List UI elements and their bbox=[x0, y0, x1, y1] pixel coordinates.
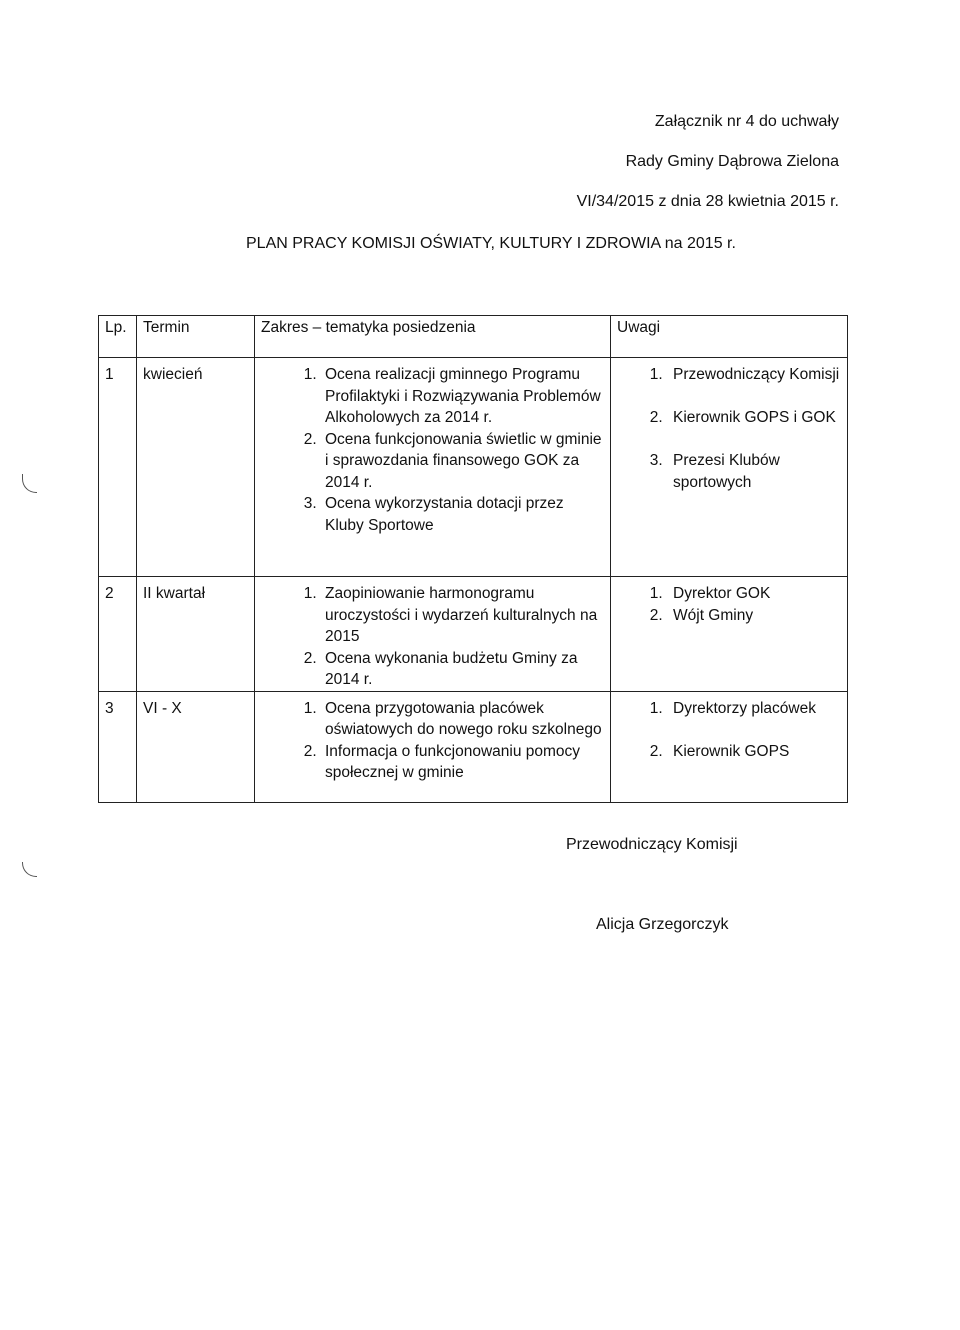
row-notes bbox=[611, 577, 848, 692]
scope-item: 3. Ocena wykorzystania dotacji przez Kluby Sportowe bbox=[321, 493, 604, 536]
row-term: II kwartał bbox=[137, 577, 255, 692]
row-scope bbox=[255, 358, 611, 577]
punch-hole-mark bbox=[22, 862, 37, 877]
annex-heading: Załącznik nr 4 do uchwały bbox=[654, 113, 839, 130]
row-number: 1 bbox=[99, 358, 137, 577]
scope-item: 1. Ocena realizacji gminnego Programu Profilaktyki i Rozwiązywania Problemów Alkoholowych za 2014 r. bbox=[321, 364, 604, 429]
scope-item: 2. Ocena wykonania budżetu Gminy za 2014 r. bbox=[321, 648, 604, 691]
annex-council: Rady Gminy Dąbrowa Zielona bbox=[625, 153, 839, 170]
note-item: 1. Dyrektorzy placówek bbox=[667, 698, 841, 720]
punch-hole-mark bbox=[22, 474, 37, 493]
note-item: 1. Dyrektor GOK bbox=[667, 583, 841, 605]
note-item: 2. Wójt Gminy bbox=[667, 605, 841, 627]
table-header-row bbox=[99, 316, 848, 358]
note-item: 1. Przewodniczący Komisji bbox=[667, 364, 841, 386]
table-row bbox=[99, 577, 848, 692]
table-row bbox=[99, 691, 848, 802]
row-term: VI - X bbox=[137, 691, 255, 802]
document-title: PLAN PRACY KOMISJI OŚWIATY, KULTURY I ZDROWIA na 2015 r. bbox=[246, 235, 736, 252]
note-item: 3. Prezesi Klubów sportowych bbox=[667, 450, 841, 493]
column-header-zakres: Zakres – tematyka posiedzenia bbox=[255, 316, 611, 358]
work-plan-table bbox=[98, 315, 848, 803]
row-scope bbox=[255, 577, 611, 692]
table-row bbox=[99, 358, 848, 577]
scope-item: 2. Ocena funkcjonowania świetlic w gminie i sprawozdania finansowego GOK za 2014 r. bbox=[321, 429, 604, 494]
scope-item: 2. Informacja o funkcjonowaniu pomocy społecznej w gminie bbox=[321, 741, 604, 784]
row-number: 2 bbox=[99, 577, 137, 692]
row-notes bbox=[611, 358, 848, 577]
signature-role: Przewodniczący Komisji bbox=[566, 836, 738, 853]
row-notes bbox=[611, 691, 848, 802]
column-header-termin: Termin bbox=[137, 316, 255, 358]
signature-name: Alicja Grzegorczyk bbox=[596, 916, 729, 933]
scope-item: 1. Ocena przygotowania placówek oświatowych do nowego roku szkolnego bbox=[321, 698, 604, 741]
row-scope bbox=[255, 691, 611, 802]
column-header-lp: Lp. bbox=[99, 316, 137, 358]
note-item: 2. Kierownik GOPS bbox=[667, 741, 841, 763]
note-item: 2. Kierownik GOPS i GOK bbox=[667, 407, 841, 429]
column-header-uwagi: Uwagi bbox=[611, 316, 848, 358]
row-term: kwiecień bbox=[137, 358, 255, 577]
annex-resolution: VI/34/2015 z dnia 28 kwietnia 2015 r. bbox=[576, 193, 839, 210]
row-number: 3 bbox=[99, 691, 137, 802]
scope-item: 1. Zaopiniowanie harmonogramu uroczystości i wydarzeń kulturalnych na 2015 bbox=[321, 583, 604, 648]
